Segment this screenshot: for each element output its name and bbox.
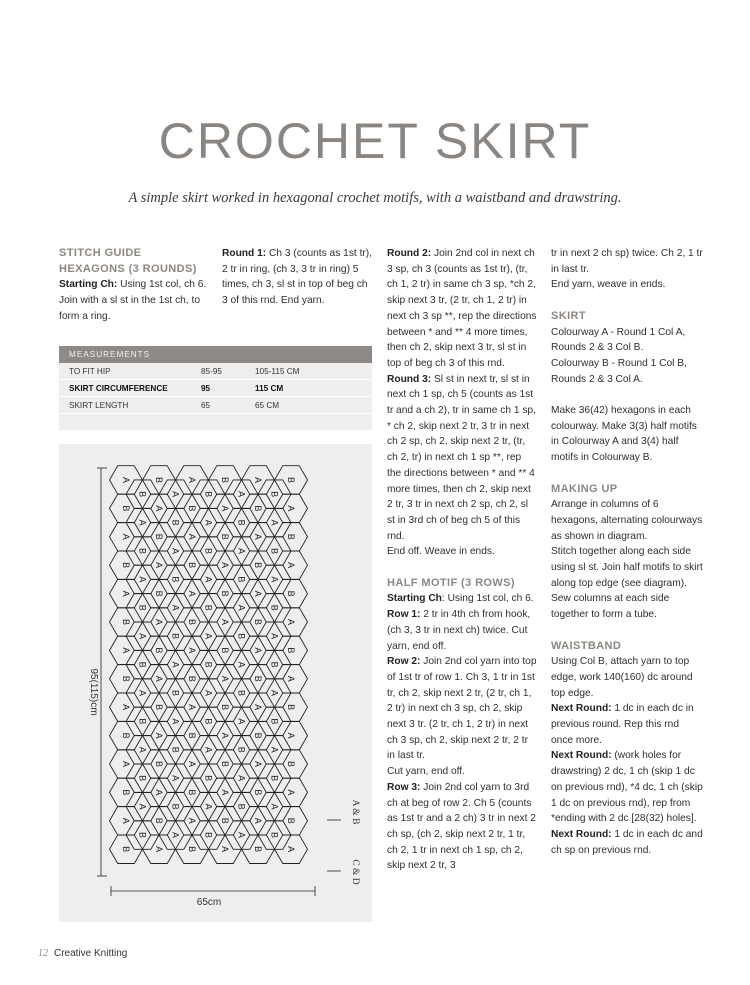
hexagon-letter: A bbox=[137, 576, 148, 583]
hexagon-letter: B bbox=[220, 817, 230, 824]
hexagon-letter: A bbox=[121, 704, 131, 711]
next-round-2-label: Next Round: bbox=[551, 750, 612, 762]
make-hexagons-text: Make 36(42) hexagons in each colourway. Make 3(3) half motifs in Colourway A and 3(4) half motifs in Colourway B. bbox=[551, 405, 697, 464]
hexagon-letter: B bbox=[203, 831, 214, 839]
round-1-paragraph bbox=[222, 246, 372, 309]
hexagon-letter: B bbox=[286, 647, 296, 654]
hexagon-letter: B bbox=[269, 775, 280, 782]
hexagon-letter: B bbox=[137, 775, 148, 782]
hexagon-letter: B bbox=[286, 533, 296, 540]
hexagon-letter: A bbox=[286, 846, 296, 853]
hexagon-letter: A bbox=[253, 647, 263, 654]
hexagon-letter: B bbox=[170, 803, 181, 810]
hexagon-letter: B bbox=[269, 831, 280, 839]
hexagon-letter: B bbox=[170, 519, 181, 526]
hexagon-letter: B bbox=[137, 547, 148, 555]
hexagon-letter: A bbox=[253, 704, 263, 711]
hexagon-letter: A bbox=[170, 547, 181, 555]
hexagon-letter: B bbox=[220, 704, 230, 711]
hexagon-letter: A bbox=[253, 533, 263, 540]
hexagon-letter: A bbox=[220, 789, 230, 796]
hexagon-letter: B bbox=[236, 803, 247, 810]
starting-ch-paragraph bbox=[59, 277, 207, 324]
stitch-guide-heading: STITCH GUIDE bbox=[59, 247, 142, 259]
row-1-label: Row 1: bbox=[387, 609, 421, 621]
hexagon-letter: B bbox=[187, 789, 197, 796]
hexagon-letter: B bbox=[220, 760, 230, 768]
hexagon-letter: B bbox=[269, 547, 280, 555]
measurements-header: MEASUREMENTS bbox=[59, 346, 372, 363]
hexagon-letter: B bbox=[286, 704, 296, 711]
hexagon-letter: A bbox=[253, 760, 263, 768]
hexagon-letter: A bbox=[170, 718, 181, 725]
hexagon-letter: A bbox=[121, 476, 131, 484]
hexagon-letter: A bbox=[236, 547, 247, 555]
waistband-heading: WAISTBAND bbox=[551, 639, 622, 652]
hexagon-letter: A bbox=[220, 505, 230, 512]
hexagon-letter: A bbox=[187, 533, 197, 540]
round-2-label: Round 2: bbox=[387, 248, 432, 259]
hexagon-letter: A bbox=[154, 618, 164, 626]
next-round-2-paragraph bbox=[551, 748, 703, 827]
row-2-paragraph bbox=[387, 654, 537, 764]
hexagon-letter: A bbox=[187, 817, 197, 824]
row-value-small: 85-95 bbox=[201, 367, 222, 376]
hexagon-letter: B bbox=[253, 732, 263, 739]
hexagon-letter: B bbox=[236, 689, 247, 697]
hexagon-letter: B bbox=[269, 661, 280, 668]
next-round-1-text: 1 dc in each dc in previous round. Rep this rnd once more. bbox=[551, 703, 694, 746]
hexagon-letter: B bbox=[286, 476, 296, 484]
hexagon-letter: A bbox=[121, 533, 131, 540]
column-stitch-guide bbox=[59, 246, 207, 325]
hexagon-letter: B bbox=[236, 746, 247, 753]
hexagon-letter: A bbox=[137, 803, 148, 810]
column-skirt-making-up bbox=[551, 246, 703, 858]
hexagon-letter: B bbox=[220, 647, 230, 654]
hexagon-letter: B bbox=[154, 647, 164, 654]
hexagon-letter: A bbox=[269, 576, 280, 583]
hexagon-letter: B bbox=[286, 760, 296, 768]
hexagon-letter: A bbox=[187, 704, 197, 711]
row-value-small: 95 bbox=[201, 384, 211, 393]
hexagon-letter: A bbox=[187, 647, 197, 654]
column-rounds-2-3 bbox=[387, 246, 537, 874]
hexagon-letter: A bbox=[203, 803, 214, 810]
next-round-3-paragraph bbox=[551, 827, 703, 858]
hexagon-letter: A bbox=[286, 505, 296, 512]
hexagon-letter: A bbox=[253, 476, 263, 484]
hexagon-letter: A bbox=[286, 618, 296, 626]
row-1-paragraph bbox=[387, 607, 537, 654]
hexagon-letter: B bbox=[137, 831, 148, 839]
half-starting-label: Starting Ch bbox=[387, 593, 442, 605]
width-dimension-label: 65cm bbox=[196, 897, 222, 908]
table-row bbox=[59, 380, 372, 397]
hexagon-letter: B bbox=[170, 576, 181, 583]
hexagon-letter: A bbox=[269, 633, 280, 640]
next-round-1-paragraph bbox=[551, 701, 703, 748]
hexagon-letter: A bbox=[187, 590, 197, 597]
hexagon-letter: B bbox=[253, 846, 263, 853]
hexagon-letter: A bbox=[170, 661, 181, 668]
making-up-text-2: Stitch together along each side using sl st. Join half motifs to skirt along top edge (see diagram). bbox=[551, 546, 703, 589]
row-label: SKIRT LENGTH bbox=[69, 401, 129, 410]
hexagon-letter: B bbox=[236, 633, 247, 640]
hexagon-letter: B bbox=[121, 675, 131, 682]
hexagon-letter: B bbox=[253, 675, 263, 682]
hexagon-letter: B bbox=[137, 604, 148, 611]
hexagon-letter: B bbox=[187, 562, 197, 569]
hexagon-letter: B bbox=[203, 661, 214, 668]
hexagon-letter: A bbox=[154, 789, 164, 796]
row-label: TO FIT HIP bbox=[69, 367, 111, 376]
hexagon-letter: A bbox=[203, 519, 214, 526]
skirt-heading: SKIRT bbox=[551, 309, 586, 322]
hexagon-letter: B bbox=[236, 519, 247, 526]
hexagon-letter: A bbox=[253, 817, 263, 824]
hexagon-letter: A bbox=[269, 803, 280, 810]
round-1-label: Round 1: bbox=[222, 248, 267, 259]
starting-ch-text: Using 1st col, ch 6. Join with a sl st in the 1st ch, to form a ring. bbox=[59, 279, 207, 322]
hexagon-letter: A bbox=[220, 562, 230, 569]
hexagon-letter: B bbox=[286, 817, 296, 824]
row-1-text: 2 tr in 4th ch from hook, (ch 3, 3 tr in next ch) twice. Cut yarn, end off. bbox=[387, 609, 531, 652]
row-value-small: 65 bbox=[201, 401, 211, 410]
next-round-3-text: 1 dc in each dc and ch sp on previous rnd. bbox=[551, 828, 703, 856]
hexagon-letter: A bbox=[137, 633, 148, 640]
hexagon-letter: B bbox=[137, 718, 148, 725]
hexagon-letter: A bbox=[236, 661, 247, 668]
hexagon-letter: A bbox=[269, 689, 280, 697]
hexagon-letter: B bbox=[154, 817, 164, 824]
hexagon-letter: A bbox=[286, 732, 296, 739]
hexagon-letter: A bbox=[154, 846, 164, 853]
hexagon-letter: A bbox=[286, 789, 296, 796]
next-round-3-label: Next Round: bbox=[551, 828, 612, 840]
row-value-large: 65 CM bbox=[255, 401, 280, 410]
hexagon-letter: A bbox=[236, 831, 247, 839]
hexagon-letter: A bbox=[236, 718, 247, 725]
hexagon-letter: A bbox=[170, 604, 181, 611]
round-3-paragraph bbox=[387, 372, 537, 545]
colourway-a-text: Colourway A - Round 1 Col A, Rounds 2 & 3 Col B. bbox=[551, 326, 686, 354]
hexagon-letter: B bbox=[154, 533, 164, 540]
round-3-text: Sl st in next tr, sl st in next ch 1 sp, ch 5 (counts as 1st tr and a ch 2), tr in same ch 1 sp, * ch 2, skip next 2 tr, 3 tr in next ch 2 sp, ch 2, skip next 2 tr, (tr, ch 2, tr) in next ch 1 sp **, rep the directions between * and ** 4 more times, then ch 2, skip next 2 tr, 3 tr in next ch 2 sp, ch 2, sl st in 3rd ch of beg ch 5 of this rnd. bbox=[387, 373, 536, 542]
round-3-label: Round 3: bbox=[387, 373, 432, 385]
hexagon-letter: A bbox=[121, 760, 131, 768]
hexagon-letter: A bbox=[154, 675, 164, 682]
publication-name: Creative Knitting bbox=[54, 948, 128, 959]
hexagon-letter: A bbox=[269, 519, 280, 526]
table-row bbox=[59, 363, 372, 380]
hexagons-heading: HEXAGONS (3 ROUNDS) bbox=[59, 262, 197, 275]
hexagon-letter: B bbox=[170, 746, 181, 753]
hexagon-letter: B bbox=[203, 604, 214, 611]
making-up-text-3: Sew columns at each side together to form a tube. bbox=[551, 593, 670, 621]
round-2-paragraph bbox=[387, 246, 537, 372]
hexagon-letter: B bbox=[269, 491, 280, 498]
end-off-text: End off. Weave in ends. bbox=[387, 546, 495, 558]
colourway-b-text: Colourway B - Round 1 Col B, Rounds 2 & 3 Col A. bbox=[551, 357, 687, 385]
hexagon-letter: B bbox=[253, 505, 263, 512]
measurements-table bbox=[59, 346, 372, 430]
hexagon-letter: A bbox=[187, 760, 197, 768]
row-3-text: Join 2nd col yarn to 3rd ch at beg of row 2. Ch 5 (counts as 1st tr and a 2 ch) 3 tr in next 2 ch sp, (ch 2, skip next 2 tr, 1 tr, ch 2, 1 tr in next ch 1 sp, ch 2, skip next 2 tr, 3 bbox=[387, 781, 536, 872]
hexagon-letter: B bbox=[253, 618, 263, 626]
hexagon-letter: B bbox=[203, 775, 214, 782]
row-value-large: 105-115 CM bbox=[255, 367, 300, 376]
row-3-label: Row 3: bbox=[387, 781, 421, 793]
hexagon-letter: B bbox=[286, 590, 296, 597]
hexagon-letter: B bbox=[121, 732, 131, 739]
hexagon-letter: B bbox=[187, 675, 197, 682]
hexagon-letter: B bbox=[187, 618, 197, 626]
hexagon-letter: A bbox=[203, 689, 214, 697]
page-footer bbox=[38, 948, 127, 959]
page-title: CROCHET SKIRT bbox=[158, 113, 592, 169]
hexagon-letter: A bbox=[236, 775, 247, 782]
edge-label-c-d: C & D bbox=[350, 859, 360, 885]
hexagon-letter: B bbox=[154, 760, 164, 768]
hexagon-letter: B bbox=[121, 505, 131, 512]
hexagon-letter: A bbox=[170, 831, 181, 839]
hexagon-letter: B bbox=[236, 576, 247, 583]
round-2-text: Join 2nd col in next ch 3 sp, ch 3 (counts as 1st tr), (tr, ch 1, 2 tr) in same ch 3 sp, *ch 2, skip next 3 tr, (2 tr, ch 1, 2 tr) in next ch 3 sp **, rep the directions between * and ** 4 more times, then ch 2, skip next 3 tr, sl st in top of beg ch 3 of this rnd. bbox=[387, 248, 537, 369]
hexagon-letter: A bbox=[154, 732, 164, 739]
hexagon-letter: A bbox=[253, 590, 263, 597]
hexagon-letter: A bbox=[220, 675, 230, 682]
hexagon-letter: A bbox=[203, 633, 214, 640]
hexagon-letter: B bbox=[220, 590, 230, 597]
making-up-heading: MAKING UP bbox=[551, 482, 618, 495]
hexagon-letter: B bbox=[154, 590, 164, 597]
hexagon-letter: B bbox=[203, 718, 214, 725]
hexagon-letter: A bbox=[203, 576, 214, 583]
hexagon-letter: A bbox=[121, 647, 131, 654]
hexagon-letter: A bbox=[154, 505, 164, 512]
hexagon-letter: A bbox=[170, 491, 181, 498]
hexagon-letter: B bbox=[121, 618, 131, 626]
hexagon-letter: A bbox=[236, 491, 247, 498]
hexagon-letter: B bbox=[137, 661, 148, 668]
hexagon-letter: B bbox=[253, 789, 263, 796]
row-2-text: Join 2nd col yarn into top of 1st tr of row 1. Ch 3, 1 tr in 1st tr, ch 2, skip next 2 tr, (2 tr, ch 1, 2 tr) in next ch 3 sp, ch 2, skip next 3 tr. (2 tr, ch 1, 2 tr) in next ch 3 sp, ch 2, skip next 2 tr, 2 tr in last tr. bbox=[387, 656, 537, 762]
hexagon-letter: B bbox=[269, 718, 280, 725]
row-2-label: Row 2: bbox=[387, 656, 421, 668]
hexagon-letter: B bbox=[187, 846, 197, 853]
hexagon-letter: A bbox=[137, 746, 148, 753]
half-starting-paragraph bbox=[387, 591, 537, 607]
starting-ch-label: Starting Ch: bbox=[59, 279, 118, 291]
hexagon-letter: A bbox=[137, 689, 148, 697]
hexagon-letter: A bbox=[170, 775, 181, 782]
hexagon-letter: A bbox=[220, 846, 230, 853]
hexagon-letter: B bbox=[121, 789, 131, 796]
hexagon-letter: B bbox=[203, 491, 214, 498]
hexagon-layout-diagram bbox=[59, 444, 372, 922]
hexagon-letter: B bbox=[170, 633, 181, 640]
hexagon-letter: B bbox=[170, 689, 181, 697]
cut-yarn-text: Cut yarn, end off. bbox=[387, 766, 465, 778]
hexagon-letter: A bbox=[154, 562, 164, 569]
hexagon-letter: B bbox=[203, 547, 214, 555]
row-label: SKIRT CIRCUMFERENCE bbox=[69, 384, 168, 393]
page-number: 12 bbox=[38, 948, 48, 959]
waistband-text: Using Col B, attach yarn to top edge, work 140(160) dc around top edge. bbox=[551, 656, 693, 699]
hexagon-letter: A bbox=[203, 746, 214, 753]
hexagon-letter: B bbox=[154, 476, 164, 484]
hexagon-letter: A bbox=[220, 618, 230, 626]
half-motif-heading: HALF MOTIF (3 ROWS) bbox=[387, 576, 515, 589]
hexagon-letter: B bbox=[187, 732, 197, 739]
hexagon-diagram-svg bbox=[59, 444, 372, 922]
hexagon-letter: A bbox=[236, 604, 247, 611]
hexagon-letter: A bbox=[286, 675, 296, 682]
table-row bbox=[59, 397, 372, 414]
hexagon-letter: A bbox=[187, 476, 197, 484]
hexagon-letter: B bbox=[137, 491, 148, 498]
hexagon-letter: B bbox=[187, 505, 197, 512]
row-3-paragraph bbox=[387, 780, 537, 874]
column-round-1 bbox=[222, 246, 372, 309]
round-1-text: Ch 3 (counts as 1st tr), 2 tr in ring, (ch 3, 3 tr in ring) 5 times, ch 3, sl st in top of beg ch 3 of this rnd. End yarn. bbox=[222, 248, 373, 307]
next-round-1-label: Next Round: bbox=[551, 703, 612, 715]
edge-label-a-b: A & B bbox=[350, 799, 360, 825]
row-3-end: End yarn, weave in ends. bbox=[551, 279, 666, 291]
hexagon-letter: A bbox=[286, 562, 296, 569]
hexagon-letter: B bbox=[253, 562, 263, 569]
making-up-text-1: Arrange in columns of 6 hexagons, alternating colourways as shown in diagram. bbox=[551, 499, 703, 542]
hexagon-letter: B bbox=[269, 604, 280, 611]
height-dimension-label: 95(115)cm bbox=[88, 668, 99, 716]
half-starting-text: : Using 1st col, ch 6. bbox=[441, 593, 534, 605]
next-round-2-text: (work holes for drawstring) 2 dc, 1 ch (skip 1 dc on previous rnd), *4 dc, 1 ch (skip 1 dc on previous rnd), rep from *ending with 2 dc [28(32) holes]. bbox=[551, 750, 703, 825]
hexagon-letter: B bbox=[220, 476, 230, 484]
hexagon-letter: A bbox=[220, 732, 230, 739]
row-3-continued: tr in next 2 ch sp) twice. Ch 2, 1 tr in last tr. bbox=[551, 248, 703, 275]
hexagon-letter: A bbox=[121, 817, 131, 824]
hexagon-letter: B bbox=[121, 846, 131, 853]
row-value-large: 115 CM bbox=[255, 384, 284, 393]
hexagon-letter: A bbox=[121, 590, 131, 597]
hexagon-letter: B bbox=[154, 704, 164, 711]
page-subtitle: A simple skirt worked in hexagonal crochet motifs, with a waistband and drawstring. bbox=[128, 190, 622, 206]
hexagon-letter: A bbox=[269, 746, 280, 753]
hexagon-letter: B bbox=[121, 562, 131, 569]
hexagon-letter: A bbox=[137, 519, 148, 526]
hexagon-letter: B bbox=[220, 533, 230, 540]
